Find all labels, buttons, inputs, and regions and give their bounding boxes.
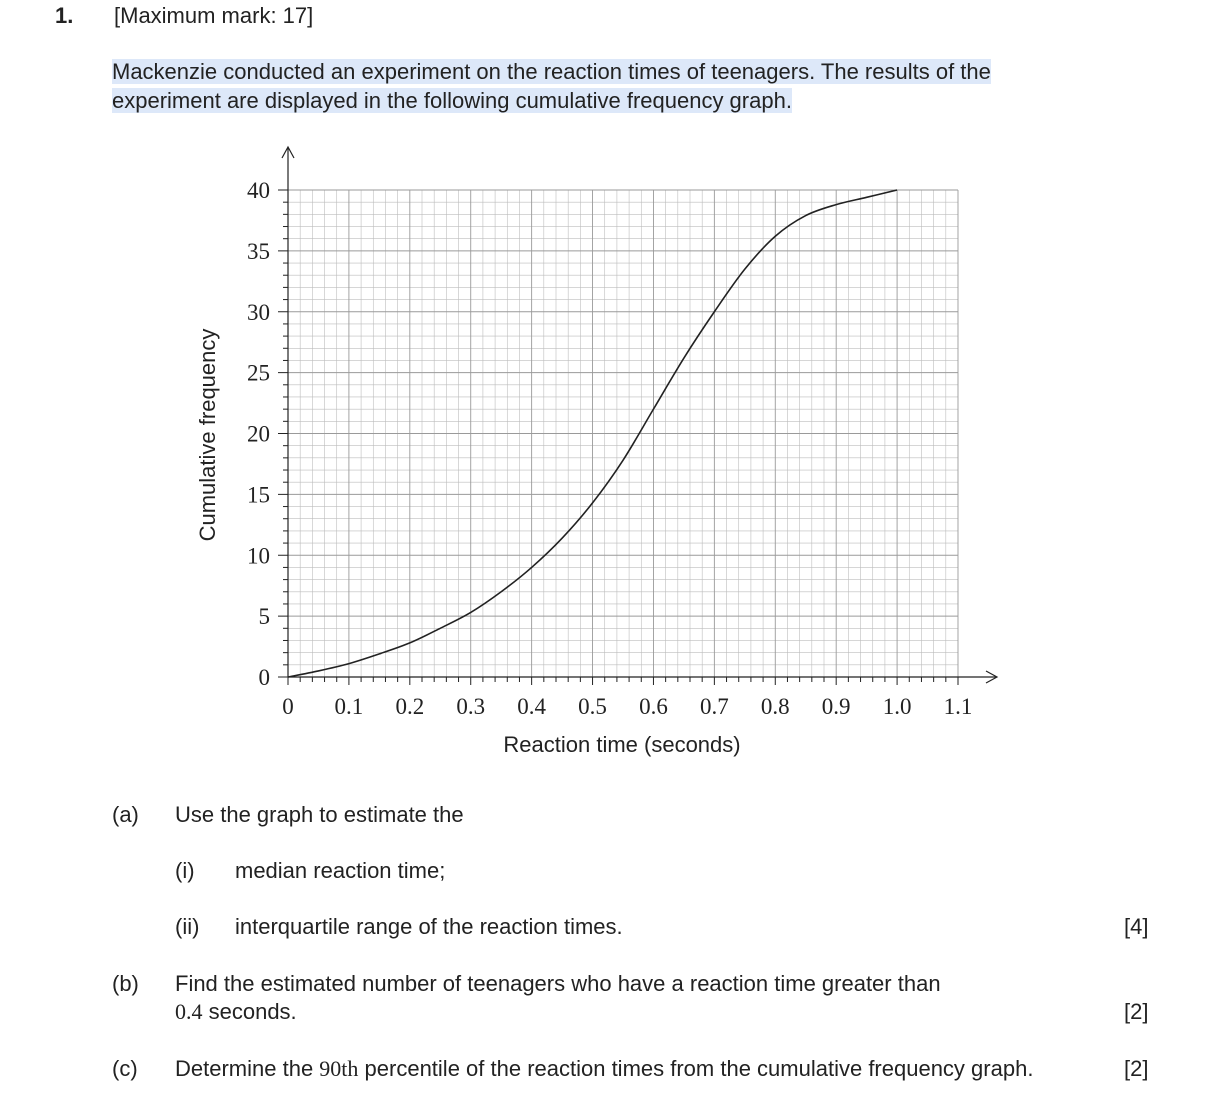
part-b-label: (b) <box>112 971 139 996</box>
y-tick-label: 15 <box>247 482 270 508</box>
x-tick-label: 0.7 <box>699 694 729 719</box>
y-tick-label: 20 <box>247 421 270 447</box>
x-tick-label: 1.1 <box>943 694 973 719</box>
x-tick-label: 0.5 <box>578 694 607 719</box>
part-c-post: percentile of the reaction times from the cumulative frequency graph. <box>358 1056 1034 1081</box>
part-a-label: (a) <box>112 802 139 827</box>
part-b-suffix: seconds. <box>202 999 297 1024</box>
part-a-mark: [4] <box>1124 914 1149 939</box>
part-c-label: (c) <box>112 1056 138 1081</box>
x-tick-label: 0.4 <box>517 694 547 719</box>
part-a-ii-label: (ii) <box>175 914 200 939</box>
part-a-text: Use the graph to estimate the <box>175 802 464 827</box>
axes <box>282 147 997 683</box>
intro-line-1: Mackenzie conducted an experiment on the reaction times of teenagers. The results of the <box>112 59 991 84</box>
part-b-text-line2 <box>175 999 297 1025</box>
x-tick-label: 1.0 <box>882 694 912 719</box>
ticks <box>278 190 958 685</box>
part-c-text <box>175 1056 1033 1082</box>
part-b-text-line1: Find the estimated number of teenagers who have a reaction time greater than <box>175 971 941 996</box>
y-tick-label: 0 <box>258 665 270 690</box>
y-tick-label: 5 <box>258 604 270 630</box>
part-c-mark: [2] <box>1124 1056 1149 1081</box>
x-tick-label: 0.6 <box>639 694 668 719</box>
part-a-ii-text: interquartile range of the reaction times. <box>235 914 623 939</box>
part-c-pre: Determine the <box>175 1056 320 1081</box>
x-tick-label: 0.2 <box>395 694 425 719</box>
x-tick-label: 0.3 <box>456 694 486 719</box>
x-tick-label: 0.9 <box>821 694 851 719</box>
part-c-value: 90th <box>319 1056 359 1081</box>
x-tick-label: 0 <box>282 694 294 719</box>
x-axis-label: Reaction time (seconds) <box>503 732 741 757</box>
y-axis-label: Cumulative frequency <box>195 328 220 542</box>
question-number: 1. <box>55 3 74 28</box>
y-tick-label: 25 <box>247 360 270 386</box>
x-tick-label: 0.8 <box>760 694 790 719</box>
x-tick-label: 0.1 <box>334 694 364 719</box>
y-tick-label: 40 <box>247 178 270 203</box>
part-b-value: 0.4 <box>175 999 203 1024</box>
part-b-mark: [2] <box>1124 999 1149 1024</box>
y-tick-label: 10 <box>247 543 270 569</box>
y-tick-label: 30 <box>247 299 270 325</box>
maximum-mark: [Maximum mark: 17] <box>114 3 314 28</box>
y-tick-label: 35 <box>247 238 270 264</box>
tick-labels <box>247 178 972 719</box>
intro-line-2: experiment are displayed in the following cumulative frequency graph. <box>112 88 792 113</box>
part-a-i-label: (i) <box>175 858 195 883</box>
part-a-i-text: median reaction time; <box>235 858 446 883</box>
